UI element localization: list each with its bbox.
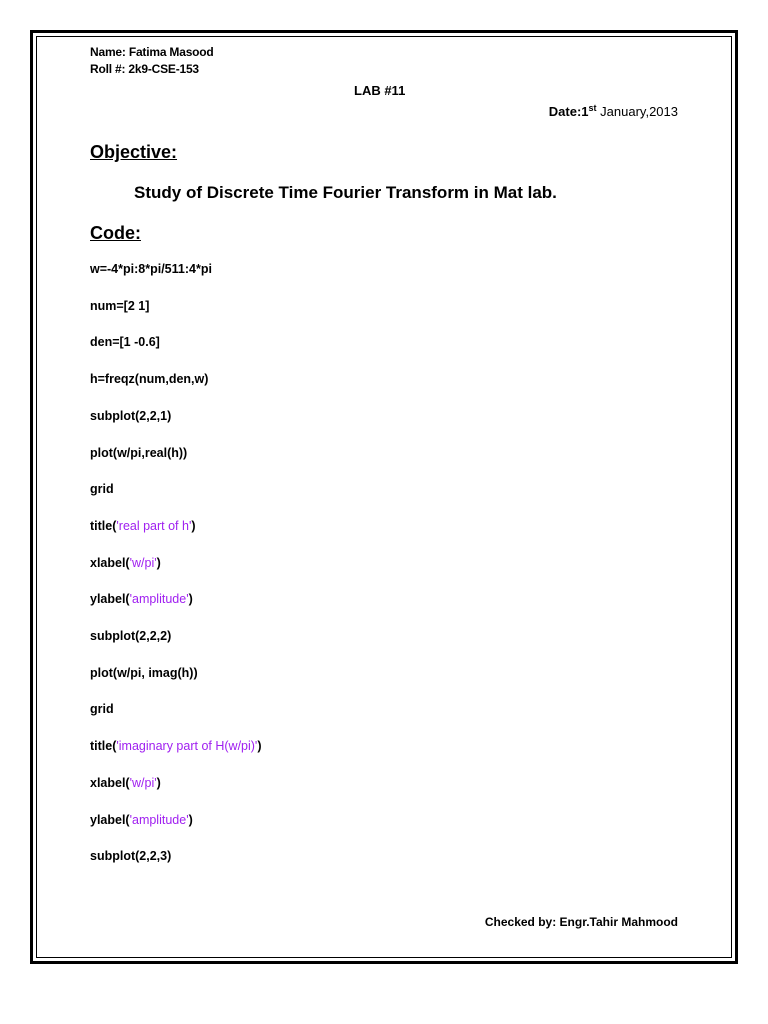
- code-line: [90, 372, 208, 386]
- code-line: [90, 739, 262, 753]
- code-text: subplot(2,2,1): [90, 409, 172, 423]
- date: [549, 104, 678, 119]
- code-text: den=[1 -0.6]: [90, 335, 160, 349]
- code-text: ylabel(: [90, 813, 130, 827]
- lab-title: LAB #11: [354, 83, 406, 98]
- code-text: grid: [90, 702, 114, 716]
- code-text: ): [156, 776, 161, 790]
- code-text: xlabel(: [90, 776, 130, 790]
- code-line: [90, 776, 161, 790]
- code-string-literal: 'amplitude': [129, 592, 189, 606]
- code-line: [90, 629, 171, 643]
- code-text: ): [156, 556, 161, 570]
- code-text: ): [188, 592, 193, 606]
- code-line: [90, 446, 187, 460]
- code-line: [90, 592, 193, 606]
- code-line: [90, 262, 212, 276]
- code-line: [90, 335, 160, 349]
- code-line: [90, 556, 161, 570]
- code-heading: Code:: [90, 223, 141, 243]
- code-text: h=freqz(num,den,w): [90, 372, 209, 386]
- code-text: title(: [90, 739, 117, 753]
- code-text: plot(w/pi, imag(h)): [90, 666, 198, 680]
- roll-number: Roll #: 2k9-CSE-153: [90, 62, 199, 76]
- code-line: [90, 702, 114, 716]
- code-text: ): [188, 813, 193, 827]
- code-line: [90, 849, 171, 863]
- checked-by: Checked by: Engr.Tahir Mahmood: [484, 915, 678, 929]
- student-name: Name: Fatima Masood: [90, 45, 214, 59]
- code-line: [90, 409, 171, 423]
- date-label: Date:1: [548, 104, 589, 119]
- date-suffix: st: [588, 103, 597, 113]
- code-line: [90, 519, 196, 533]
- code-line: [90, 666, 198, 680]
- code-text: ): [191, 519, 196, 533]
- code-line: [90, 813, 193, 827]
- objective-text: Study of Discrete Time Fourier Transform in Mat lab.: [134, 183, 557, 202]
- code-string-literal: 'w/pi': [129, 556, 157, 570]
- code-text: title(: [90, 519, 117, 533]
- code-text: ): [257, 739, 262, 753]
- code-text: xlabel(: [90, 556, 130, 570]
- code-text: plot(w/pi,real(h)): [90, 446, 188, 460]
- code-string-literal: 'amplitude': [129, 813, 189, 827]
- code-line: [90, 482, 114, 496]
- code-string-literal: 'imaginary part of H(w/pi)': [116, 739, 258, 753]
- code-text: num=[2 1]: [90, 299, 150, 313]
- code-string-literal: 'real part of h': [116, 519, 192, 533]
- code-text: subplot(2,2,3): [90, 849, 172, 863]
- code-text: subplot(2,2,2): [90, 629, 172, 643]
- code-line: [90, 299, 149, 313]
- code-text: w=-4*pi:8*pi/511:4*pi: [90, 262, 212, 276]
- code-text: grid: [90, 482, 114, 496]
- code-text: ylabel(: [90, 592, 130, 606]
- code-string-literal: 'w/pi': [129, 776, 157, 790]
- objective-heading: Objective:: [90, 142, 178, 162]
- date-rest: January,2013: [596, 104, 678, 119]
